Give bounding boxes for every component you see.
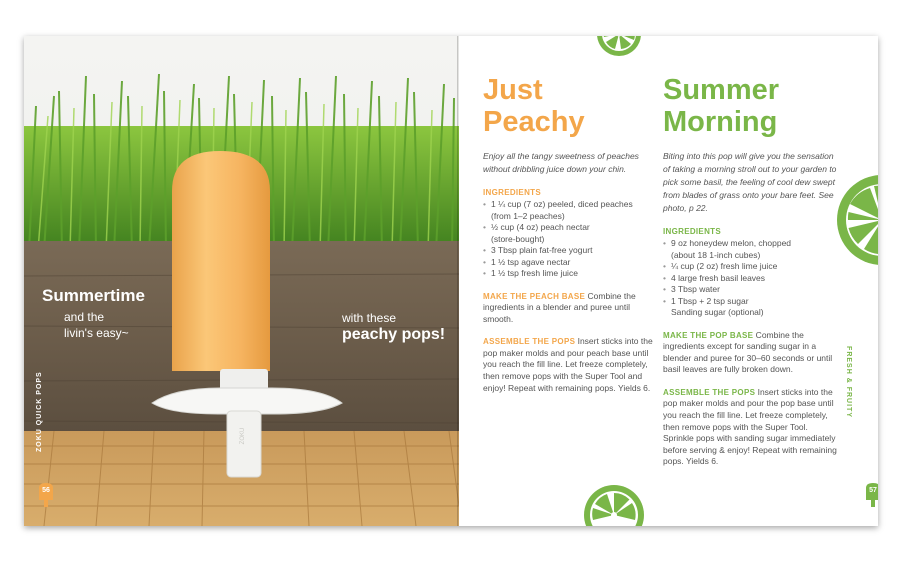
- ingredient-item: • 1 Tbsp + 2 tsp sugar: [663, 295, 749, 306]
- ingredients-heading: INGREDIENTS: [663, 227, 721, 236]
- recipe-step: [663, 330, 838, 376]
- lime-slice-icon: [583, 484, 645, 526]
- step-text: Combine the ingredients except for sanding sugar in a blender and puree for 30–60 seconds or until basil leaves are fully broken down.: [663, 329, 833, 375]
- ingredients-heading: INGREDIENTS: [483, 188, 541, 197]
- popsicle-photo: [24, 36, 459, 526]
- step-label: MAKE THE POP BASE: [663, 330, 754, 340]
- recipe-title-line: Summer: [663, 74, 780, 106]
- right-page: [459, 36, 878, 526]
- step-label: ASSEMBLE THE POPS: [663, 387, 756, 397]
- recipe-step: [663, 387, 838, 468]
- popsicle-page-icon: [865, 482, 878, 508]
- recipe-title: [483, 74, 658, 138]
- recipe-title-line: Just: [483, 74, 543, 106]
- ingredient-item: • 1 ½ tsp agave nectar: [483, 256, 571, 267]
- recipe-summer-morning: [663, 74, 838, 479]
- recipe-title-line: Morning: [663, 106, 778, 138]
- ingredients-list: [483, 199, 658, 280]
- step-label: MAKE THE PEACH BASE: [483, 291, 586, 301]
- ingredient-item: • ½ cup (4 oz) peach nectar: [483, 222, 590, 232]
- ingredient-item: • 3 Tbsp plain fat-free yogurt: [483, 245, 593, 255]
- ingredient-item: • 4 large fresh basil leaves: [663, 272, 766, 283]
- caption-line-2: and the: [64, 310, 105, 324]
- step-label: ASSEMBLE THE POPS: [483, 337, 576, 347]
- caption-line-5: peachy pops!: [342, 326, 446, 343]
- ingredient-item: Sanding sugar (optional): [671, 307, 764, 317]
- recipe-title: [663, 74, 838, 138]
- ingredient-item: • ¼ cup (2 oz) fresh lime juice: [663, 261, 778, 271]
- step-text: Combine the ingredients in a blender and puree until smooth.: [483, 290, 636, 324]
- step-text: Insert sticks into the pop maker molds and pour the pop base until you reach the fill line. Let freeze completely, then remove pops with the Super Tool. Sprinkle pops with sanding sugar immediately before serving & enjoy! Repeat with remaining pops. Yields 6.: [663, 386, 837, 467]
- stick-product-label: ZOKU: [240, 427, 246, 445]
- ingredient-item: • 1 ¼ cup (7 oz) peeled, diced peaches: [483, 199, 633, 209]
- ingredient-item: • 1 ½ tsp fresh lime juice: [483, 268, 578, 278]
- left-side-label: ZOKU QUICK POPS: [36, 371, 43, 452]
- left-page: [24, 36, 459, 526]
- ingredient-item: (store-bought): [491, 233, 545, 244]
- recipe-just-peachy: [483, 74, 658, 405]
- recipe-intro: Enjoy all the tangy sweetness of peaches without dribbling juice down your chin.: [483, 151, 639, 174]
- ingredient-item: (from 1–2 peaches): [491, 210, 565, 221]
- step-text: Insert sticks into the pop maker molds and pour peach base until you reach the fill line. Let freeze completely, then remove pops with the Super Tool and enjoy! Repeat with remaining pops. Yields 6.: [483, 336, 653, 393]
- lime-slice-icon: [595, 36, 643, 58]
- recipe-step: [483, 336, 658, 394]
- left-page-number: 56: [42, 487, 50, 494]
- recipe-title-line: Peachy: [483, 106, 585, 138]
- popsicle-page-icon: [38, 482, 54, 508]
- caption-line-4: with these: [342, 311, 397, 325]
- caption-line-3: livin's easy~: [64, 326, 129, 340]
- summertime-heading: Summertime: [42, 286, 145, 305]
- ingredients-list: [663, 238, 838, 319]
- ingredient-item: (about 18 1-inch cubes): [671, 249, 761, 260]
- recipe-step: [483, 291, 658, 326]
- left-caption-1: [42, 286, 145, 341]
- cookbook-spread: [24, 36, 878, 526]
- lime-slice-icon: [836, 174, 878, 266]
- ingredient-item: • 9 oz honeydew melon, chopped: [663, 238, 792, 248]
- recipe-intro: Biting into this pop will give you the sensation of taking a morning stroll out to your garden to pick some basil, the feeling of cool dew swept from blades of grass onto your bare feet. See photo, p 22.: [663, 151, 837, 213]
- right-page-number: 57: [869, 487, 877, 494]
- left-caption-2: [342, 310, 445, 344]
- ingredient-item: • 3 Tbsp water: [663, 284, 720, 294]
- right-side-label: FRESH & FRUITY: [845, 346, 852, 418]
